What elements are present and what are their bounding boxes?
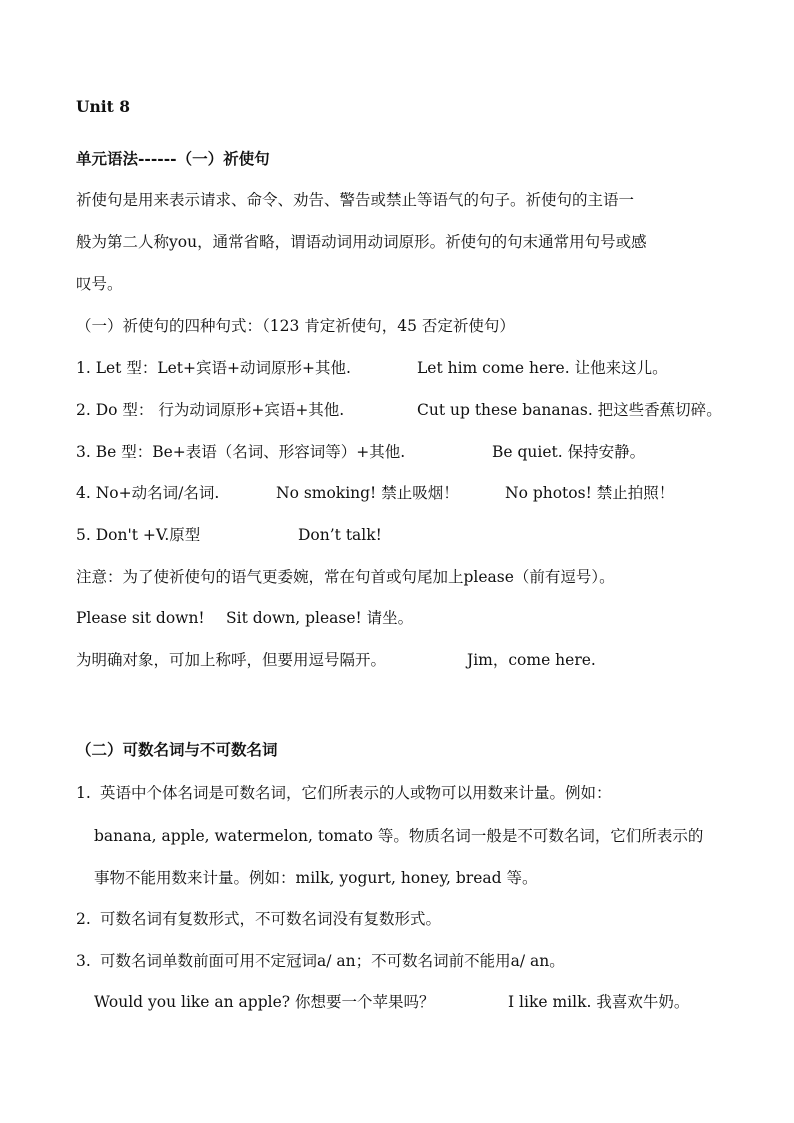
note-example-2: Sit down, please! 请坐。 bbox=[226, 609, 414, 627]
form-example: Cut up these bananas. 把这些香蕉切碎。 bbox=[417, 401, 722, 419]
example-1: Would you like an apple? 你想要一个苹果吗？ bbox=[94, 993, 435, 1011]
form-item-2 bbox=[76, 399, 722, 421]
form-rule: 2. Do 型： 行为动词原形+宾语+其他. bbox=[76, 401, 345, 419]
form-rule: 1. Let 型：Let+宾语+动词原形+其他. bbox=[76, 359, 351, 377]
note-line-2-row bbox=[76, 649, 596, 671]
form-item-4 bbox=[76, 482, 675, 504]
form-item-5 bbox=[76, 524, 382, 546]
form-rule: 5. Don't +V.原型 bbox=[76, 526, 201, 544]
form-rule: 3. Be 型：Be+表语（名词、形容词等）+其他. bbox=[76, 443, 406, 461]
section1-heading: 单元语法------（一）祈使句 bbox=[76, 149, 270, 168]
form-example-2: No photos! 禁止拍照！ bbox=[505, 484, 675, 502]
form-example: Don’t talk! bbox=[298, 526, 382, 544]
intro-line-3: 叹号。 bbox=[76, 275, 123, 293]
s2-item-1-line-1 bbox=[76, 782, 612, 804]
note-line-2: 为明确对象，可加上称呼，但要用逗号隔开。 bbox=[76, 651, 387, 669]
note-example-line bbox=[76, 607, 414, 629]
intro-line-1: 祈使句是用来表示请求、命令、劝告、警告或禁止等语气的句子。祈使句的主语一 bbox=[76, 191, 635, 209]
item-text: 可数名词有复数形式，不可数名词没有复数形式。 bbox=[100, 910, 442, 928]
forms-heading: （一）祈使句的四种句式：（123 肯定祈使句，45 否定祈使句） bbox=[76, 317, 515, 335]
item-text: 可数名词单数前面可用不定冠词a/ an；不可数名词前不能用a/ an。 bbox=[100, 952, 565, 970]
example-2: I like milk. 我喜欢牛奶。 bbox=[508, 993, 690, 1011]
s2-item-1-line-2: banana, apple, watermelon, tomato 等。物质名词一般是不可数名词，它们所表示的 bbox=[94, 827, 704, 845]
section2-heading: （二）可数名词与不可数名词 bbox=[76, 740, 278, 759]
form-example: Let him come here. 让他来这儿。 bbox=[417, 359, 668, 377]
s2-item-2 bbox=[76, 908, 442, 930]
intro-line-2: 般为第二人称you，通常省略，谓语动词用动词原形。祈使句的句末通常用句号或感 bbox=[76, 233, 647, 251]
note-line-1: 注意：为了使祈使句的语气更委婉，常在句首或句尾加上please（前有逗号）。 bbox=[76, 568, 615, 586]
unit-title: Unit 8 bbox=[76, 97, 131, 116]
note-example-1: Please sit down! bbox=[76, 609, 205, 627]
item-number: 3. bbox=[76, 952, 91, 970]
s2-item-3 bbox=[76, 950, 565, 972]
item-number: 2. bbox=[76, 910, 91, 928]
form-item-1 bbox=[76, 357, 668, 379]
form-rule: 4. No+动名词/名词. bbox=[76, 484, 220, 502]
s2-item-3-examples bbox=[94, 991, 690, 1013]
s2-item-1-line-3: 事物不能用数来计量。例如：milk, yogurt, honey, bread 等。 bbox=[94, 869, 538, 887]
form-item-3 bbox=[76, 441, 646, 463]
form-example: Be quiet. 保持安静。 bbox=[492, 443, 646, 461]
note-example-3: Jim，come here. bbox=[467, 651, 596, 669]
item-number: 1. bbox=[76, 784, 91, 802]
form-example: No smoking! 禁止吸烟！ bbox=[276, 484, 459, 502]
item-text: 英语中个体名词是可数名词，它们所表示的人或物可以用数来计量。例如： bbox=[100, 784, 612, 802]
